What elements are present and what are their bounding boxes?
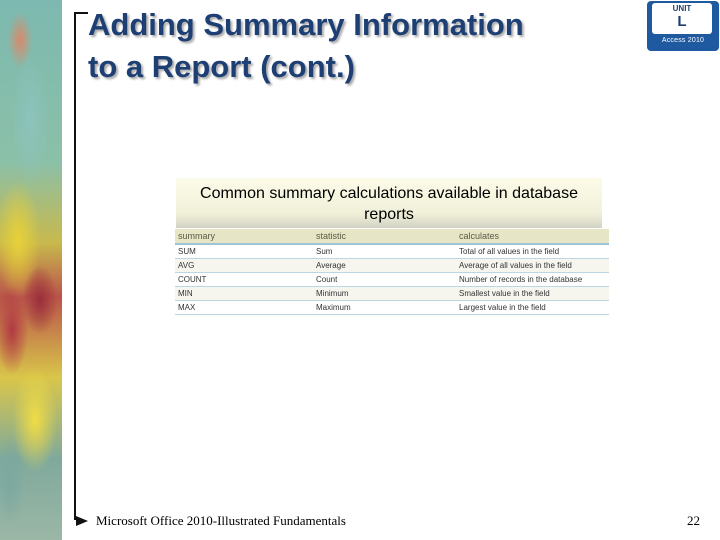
slide-title-line-2: to a Report (cont.) [88, 49, 355, 84]
table-cell: Count [313, 273, 456, 287]
table-caption: Common summary calculations available in database reports [176, 178, 602, 228]
table-cell: Smallest value in the field [456, 287, 609, 301]
unit-badge [647, 1, 719, 51]
table-cell: Average [313, 259, 456, 273]
table-cell: MAX [175, 301, 313, 315]
table-cell: Minimum [313, 287, 456, 301]
table-cell: MIN [175, 287, 313, 301]
unit-letter: L [677, 13, 687, 30]
table-header-row [175, 229, 609, 244]
table-row [175, 273, 609, 287]
table-cell: SUM [175, 244, 313, 259]
frame-line-horizontal [74, 12, 88, 14]
table-cell: Sum [313, 244, 456, 259]
table-row [175, 259, 609, 273]
table-cell: Maximum [313, 301, 456, 315]
table-cell: AVG [175, 259, 313, 273]
unit-badge-inner [652, 3, 712, 34]
column-header-summary: summary [175, 229, 313, 244]
slide-title-line-1: Adding Summary Information [88, 7, 524, 42]
table-cell: Average of all values in the field [456, 259, 609, 273]
table-row [175, 244, 609, 259]
summary-calculations-table [175, 229, 609, 315]
table-cell: Total of all values in the field [456, 244, 609, 259]
table-cell: Largest value in the field [456, 301, 609, 315]
column-header-calculates: calculates [456, 229, 609, 244]
footer-arrow-icon [76, 516, 88, 526]
footer-text: Microsoft Office 2010-Illustrated Fundamentals [96, 513, 346, 528]
column-header-statistic: statistic [313, 229, 456, 244]
table-row [175, 287, 609, 301]
page-number: 22 [687, 513, 700, 528]
unit-app-name: Access 2010 [661, 37, 705, 44]
table-cell: Number of records in the database [456, 273, 609, 287]
table-row [175, 301, 609, 315]
decorative-painted-strip [0, 0, 62, 540]
frame-line-vertical [74, 12, 76, 520]
slide-title [88, 4, 608, 88]
unit-word: UNIT [672, 4, 692, 13]
table-cell: COUNT [175, 273, 313, 287]
